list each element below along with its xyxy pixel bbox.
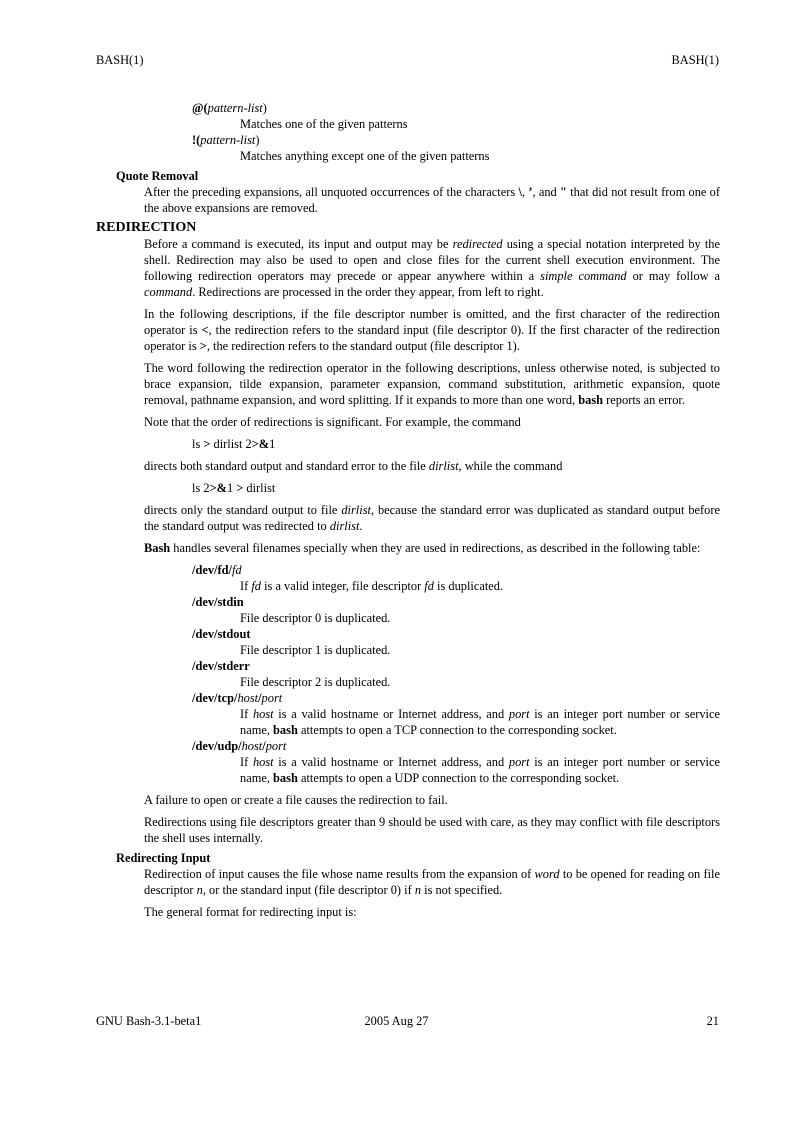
- file-term: /dev/stdin: [192, 595, 244, 609]
- footer-center: 2005 Aug 27: [364, 1014, 429, 1028]
- section-heading: REDIRECTION: [96, 220, 197, 235]
- file-term: /dev/udp/host/port: [192, 739, 287, 753]
- paragraph: The general format for redirecting input is:: [144, 905, 357, 919]
- paragraph: The word following the redirection operator in the following descriptions, unless otherwise noted, is subjected to brace expansion, tilde expansion, parameter expansion, command substitution, arithmetic expansion, quote removal, pathname expansion, and word splitting. If it expands to more than one word, bash reports an error.: [144, 361, 720, 407]
- file-desc: If host is a valid hostname or Internet address, and port is an integer port number or service name, bash attempts to open a TCP connection to the corresponding socket.: [240, 707, 720, 737]
- paragraph: directs only the standard output to file dirlist, because the standard error was duplicated as standard output before the standard output was redirected to dirlist.: [144, 503, 720, 533]
- file-term: /dev/tcp/host/port: [192, 691, 283, 705]
- header-right: BASH(1): [671, 53, 719, 67]
- file-term: /dev/stdout: [192, 627, 251, 641]
- section-subheading: Redirecting Input: [116, 851, 211, 865]
- page-number: 21: [706, 1014, 719, 1028]
- file-desc: If fd is a valid integer, file descriptor fd is duplicated.: [240, 579, 504, 593]
- pattern-item: !(pattern-list): [192, 133, 260, 147]
- file-desc: File descriptor 1 is duplicated.: [240, 643, 391, 657]
- paragraph: Before a command is executed, its input and output may be redirected using a special notation interpreted by the shell. Redirection may also be used to open and close files for the current shell execution environment. The following redirection operators may precede or appear anywhere within a simple command or may follow a command. Redirections are processed in the order they appear, from left to right.: [144, 237, 720, 299]
- paragraph: Bash handles several filenames specially when they are used in redirections, as described in the following table:: [144, 541, 701, 555]
- pattern-desc: Matches anything except one of the given patterns: [240, 149, 490, 163]
- file-desc: File descriptor 2 is duplicated.: [240, 675, 391, 689]
- pattern-item: @(pattern-list): [192, 101, 267, 115]
- paragraph: In the following descriptions, if the file descriptor number is omitted, and the first character of the redirection operator is <, the redirection refers to the standard input (file descriptor 0). If the first character of the redirection operator is >, the redirection refers to the standard output (file descriptor 1).: [144, 307, 720, 353]
- code-example: ls > dirlist 2>&1: [192, 437, 276, 451]
- file-desc: File descriptor 0 is duplicated.: [240, 611, 391, 625]
- code-example: ls 2>&1 > dirlist: [192, 481, 276, 495]
- paragraph: Redirection of input causes the file whose name results from the expansion of word to be opened for reading on file descriptor n, or the standard input (file descriptor 0) if n is not specified.: [144, 867, 720, 897]
- paragraph: After the preceding expansions, all unquoted occurrences of the characters \, ’, and " that did not result from one of the above expansions are removed.: [144, 185, 720, 215]
- paragraph: directs both standard output and standard error to the file dirlist, while the command: [144, 459, 563, 473]
- file-desc: If host is a valid hostname or Internet address, and port is an integer port number or service name, bash attempts to open a UDP connection to the corresponding socket.: [240, 755, 720, 785]
- page-body: [96, 100, 720, 920]
- file-term: /dev/fd/fd: [192, 563, 242, 577]
- paragraph: Note that the order of redirections is significant. For example, the command: [144, 415, 521, 429]
- file-term: /dev/stderr: [192, 659, 250, 673]
- header-left: BASH(1): [96, 53, 144, 67]
- footer-left: GNU Bash-3.1-beta1: [96, 1014, 202, 1028]
- section-subheading: Quote Removal: [116, 169, 199, 183]
- paragraph: Redirections using file descriptors greater than 9 should be used with care, as they may conflict with file descriptors the shell uses internally.: [144, 815, 720, 845]
- paragraph: A failure to open or create a file causes the redirection to fail.: [144, 793, 448, 807]
- pattern-desc: Matches one of the given patterns: [240, 117, 408, 131]
